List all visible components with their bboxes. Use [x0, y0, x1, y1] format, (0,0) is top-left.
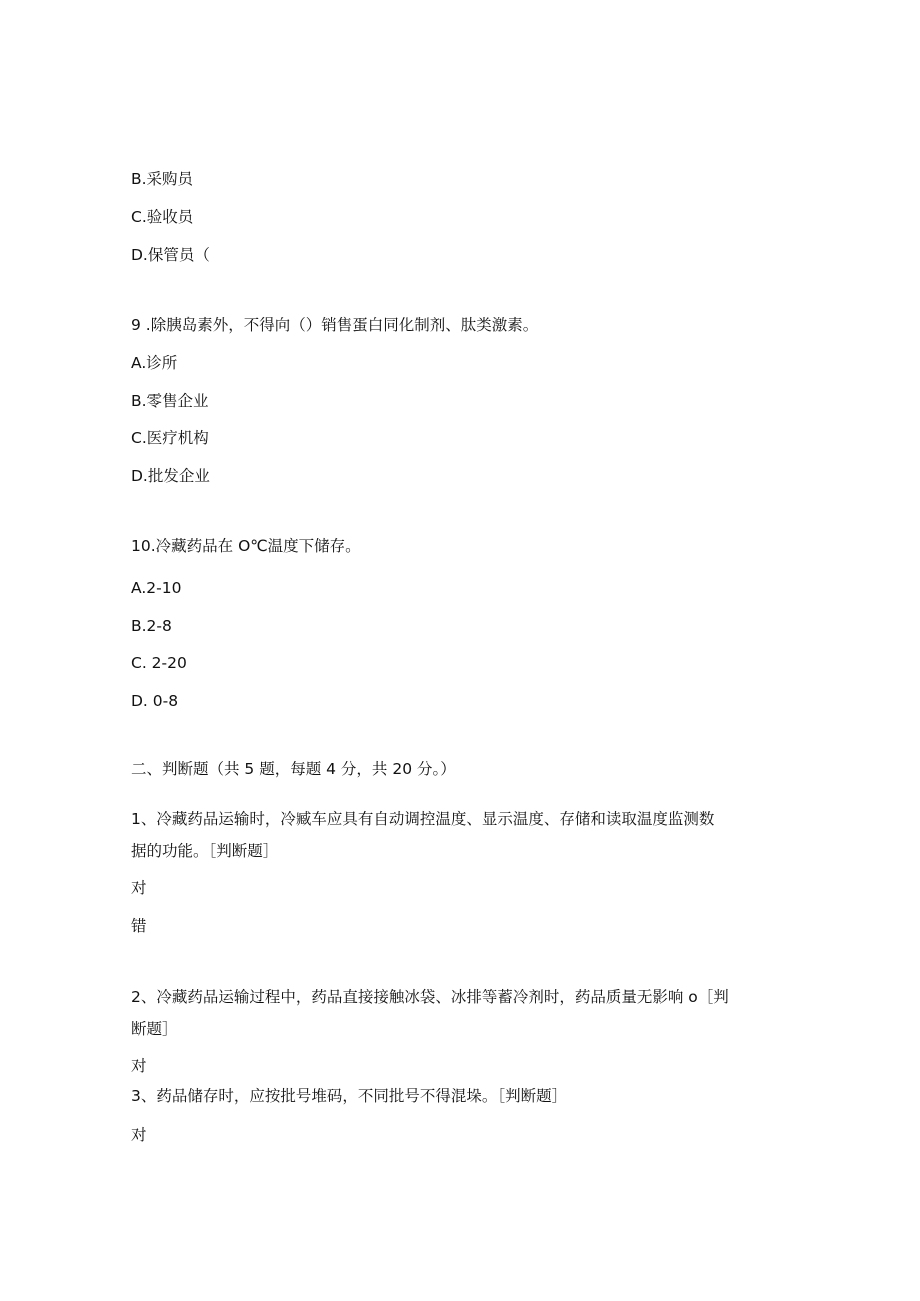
tf2-question-line2: 断题］ [131, 1020, 178, 1038]
q9-stem: 9 .除胰岛素外，不得向（）销售蛋白同化制剂、肽类激素。 [131, 316, 539, 334]
q10-option-b: B.2-8 [131, 617, 172, 635]
q10-option-c: C. 2-20 [131, 654, 187, 672]
q9-option-d: D.批发企业 [131, 467, 210, 485]
q10-stem: 10.冷藏药品在 O℃温度下储存。 [131, 537, 361, 555]
q8-option-b: B.采购员 [131, 170, 194, 188]
q8-option-c: C.验收员 [131, 208, 194, 226]
q9-option-a: A.诊所 [131, 354, 178, 372]
tf1-question-line1: 1、冷藏药品运输时，冷臧车应具有自动调控温度、显示温度、存储和读取温度监测数 [131, 810, 715, 828]
tf1-option-false: 错 [131, 917, 147, 935]
tf2-question-line1: 2、冷藏药品运输过程中，药品直接接触冰袋、冰排等蓄冷剂时，药品质量无影响 o［判 [131, 988, 729, 1006]
q9-option-c: C.医疗机构 [131, 429, 209, 447]
q10-option-d: D. 0-8 [131, 692, 179, 710]
tf2-option-true: 对 [131, 1057, 147, 1075]
section-title: 二、判断题（共 5 题，每题 4 分，共 20 分。） [131, 760, 456, 778]
q9-option-b: B.零售企业 [131, 392, 209, 410]
tf3-option-true: 对 [131, 1126, 147, 1144]
q8-option-d: D.保管员（ [131, 246, 210, 264]
tf3-question: 3、药品储存时，应按批号堆码，不同批号不得混垛。［判断题］ [131, 1087, 568, 1105]
q10-option-a: A.2-10 [131, 579, 182, 597]
tf1-question-line2: 据的功能。［判断题］ [131, 842, 279, 860]
tf1-option-true: 对 [131, 879, 147, 897]
